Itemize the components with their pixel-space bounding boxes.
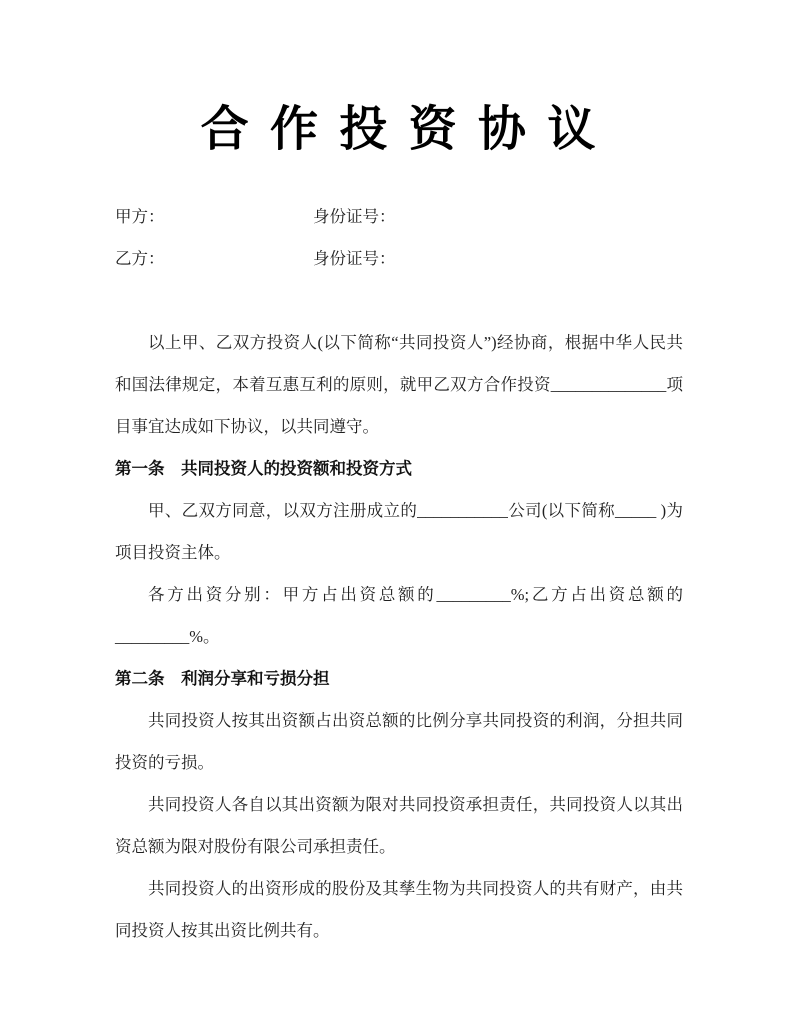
section-2-paragraph-3: 共同投资人的出资形成的股份及其孳生物为共同投资人的共有财产，由共同投资人按其出资比例共有。 [115,879,683,940]
party-b-id-label: 身份证号： [313,249,396,268]
section-2-paragraph-1: 共同投资人按其出资额占出资总额的比例分享共同投资的利润，分担共同投资的亏损。 [115,711,683,772]
party-row-b [115,238,683,280]
section-1-paragraph-2: 各方出资分别：甲方占出资总额的_________%;乙方占出资总额的_________%。 [115,585,683,646]
section-1-heading: 第一条 共同投资人的投资额和投资方式 [115,459,412,478]
page-title: 合 作 投 资 协 议 [200,103,600,156]
section-2-heading: 第二条 利润分享和亏损分担 [115,669,330,688]
party-a-label: 甲方： [115,207,165,226]
party-row-a [115,196,683,238]
preamble-paragraph: 以上甲、乙双方投资人(以下简称“共同投资人”)经协商，根据中华人民共和国法律规定，本着互惠互利的原则，就甲乙双方合作投资______________项目事宜达成如下协议，以共同遵守。 [115,333,683,436]
party-a-id-label: 身份证号： [313,207,396,226]
party-b-label: 乙方： [115,249,165,268]
parties-block [0,196,800,280]
contract-body [0,322,800,952]
section-2-paragraph-2: 共同投资人各自以其出资额为限对共同投资承担责任，共同投资人以其出资总额为限对股份有限公司承担责任。 [115,795,683,856]
section-1-paragraph-1: 甲、乙双方同意，以双方注册成立的___________公司(以下简称_____ )为项目投资主体。 [115,501,683,562]
